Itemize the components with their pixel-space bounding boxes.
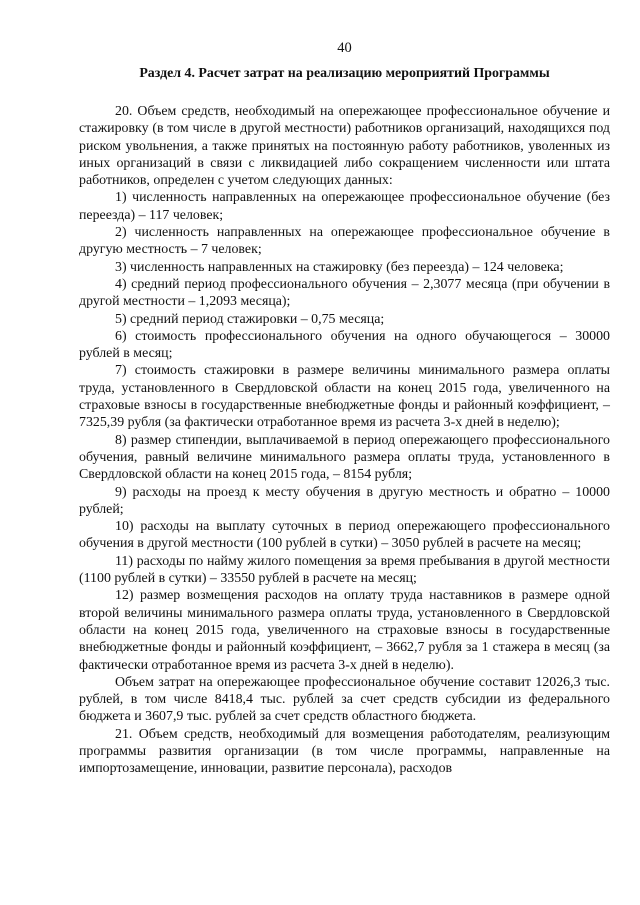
list-item-10: 10) расходы на выплату суточных в период опережающего профессионального обучения в другой местности (100 рублей в сутки) – 3050 рублей в расчете на месяц;: [79, 519, 610, 552]
document-body: [79, 103, 610, 778]
list-item-2: 2) численность направленных на опережающее профессиональное обучение в другую местность – 7 человек;: [79, 225, 610, 258]
paragraph-20-intro: 20. Объем средств, необходимый на опережающее профессиональное обучение и стажировку (в том числе в другой местности) работников организаций, находящихся под риском увольнения, а также принятых на постоянную работу работников, уволенных из иных организаций в связи с ликвидацией либо сокращением численности или штата работников, определен с учетом следующих данных:: [79, 104, 610, 189]
list-item-5: 5) средний период стажировки – 0,75 месяца;: [115, 311, 385, 327]
list-item-7: 7) стоимость стажировки в размере величины минимального размера оплаты труда, установленного в Свердловской области на конец 2015 года, увеличенного на страховые взносы в государственные внебюджетные фонды и районный коэффициент, – 7325,39 рубля (за фактически отработанное время из расчета 3-х дней в неделю);: [79, 363, 610, 431]
list-item-9: 9) расходы на проезд к месту обучения в другую местность и обратно – 10000 рублей;: [79, 484, 610, 517]
list-item-8: 8) размер стипендии, выплачиваемой в период опережающего профессионального обучения, равный величине минимального размера оплаты труда, установленного в Свердловской области на конец 2015 года, – 8154 рубля;: [79, 432, 610, 483]
paragraph-21: 21. Объем средств, необходимый для возмещения работодателям, реализующим программы развития организации (в том числе программы, направленные на импортозамещение, инновации, развитие персонала), расходов: [79, 726, 610, 777]
list-item-11: 11) расходы по найму жилого помещения за время пребывания в другой местности (1100 рублей в сутки) – 33550 рублей в расчете на месяц;: [79, 553, 610, 587]
page-number: 40: [337, 40, 352, 56]
list-item-6: 6) стоимость профессионального обучения на одного обучающегося – 30000 рублей в месяц;: [79, 328, 610, 362]
list-item-12: 12) размер возмещения расходов на оплату труда наставников в размере одной второй величины минимального размера оплаты труда, установленного в Свердловской области на конец 2015 года, увеличенного на страховые взносы в государственные внебюджетные фонды и районный коэффициент, – 3662,7 рубля за 1 стажера в месяц (за фактически отработанное время из расчета 3-х дней в неделю).: [79, 588, 610, 673]
list-item-3: 3) численность направленных на стажировку (без переезда) – 124 человека;: [115, 259, 564, 275]
cost-summary-paragraph: Объем затрат на опережающее профессиональное обучение составит 12026,3 тыс. рублей, в том числе 8418,4 тыс. рублей за счет средств субсидии из федерального бюджета и 3607,9 тыс. рублей за счет средств областного бюджета.: [79, 674, 610, 725]
list-item-4: 4) средний период профессионального обучения – 2,3077 месяца (при обучении в другой местности – 1,2093 месяца);: [79, 276, 610, 310]
section-heading: Раздел 4. Расчет затрат на реализацию мероприятий Программы: [139, 66, 550, 81]
list-item-1: 1) численность направленных на опережающее профессиональное обучение (без переезда) – 117 человек;: [79, 190, 610, 223]
